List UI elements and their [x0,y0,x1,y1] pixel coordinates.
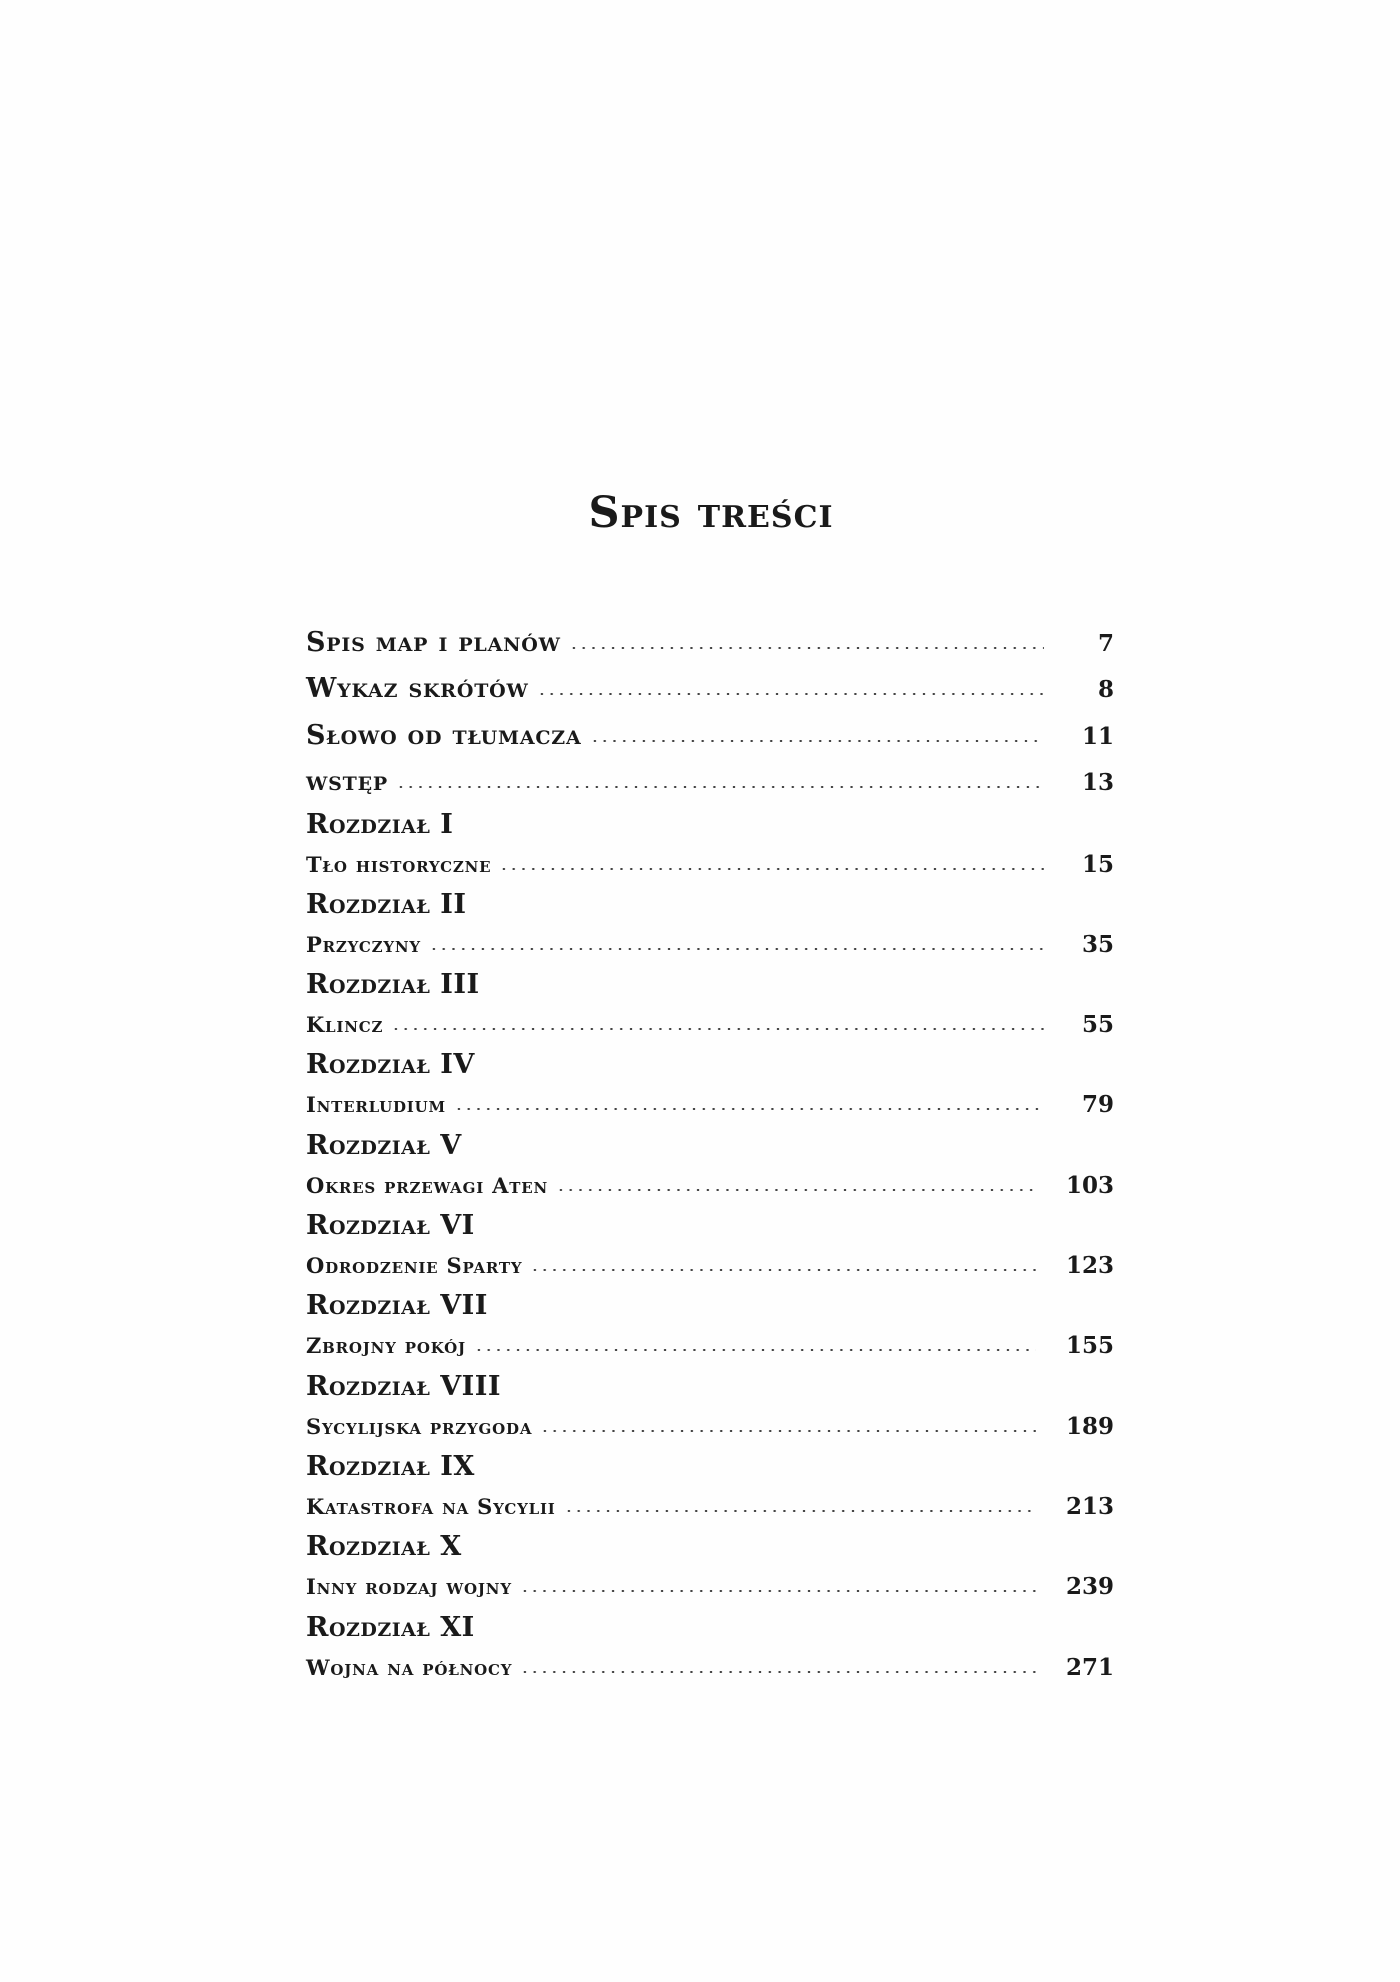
page-number: 7 [1097,630,1114,657]
page-number: 55 [1081,1011,1114,1039]
entry-title: Klincz [306,1012,384,1038]
dot-leader [520,1671,1036,1673]
entry-title: Wojna na północy [306,1654,513,1680]
page-number: 123 [1065,1252,1114,1280]
chapter-label: Rozdział XI [306,1611,475,1643]
chapter-label: Rozdział X [306,1531,462,1563]
entry-title: Interludium [306,1092,446,1118]
dot-leader [391,1028,1044,1030]
toc-entry[interactable] [306,1084,1114,1126]
chapter-label: Rozdział I [306,808,454,840]
page-number: 239 [1065,1573,1114,1601]
dot-leader [396,786,1044,788]
entry-title: Tło historyczne [306,851,492,877]
chapter-label: Rozdział VIII [306,1370,502,1402]
chapter-label: Rozdział IX [306,1450,475,1482]
page-number: 155 [1065,1332,1114,1360]
toc-entry[interactable] [306,1647,1114,1689]
dot-leader [474,1349,1036,1351]
dot-leader [429,948,1044,950]
toc-entry[interactable] [306,1004,1114,1046]
chapter-entry[interactable] [306,966,1114,1046]
entry-title: Katastrofa na Sycylii [306,1493,556,1519]
toc-entry[interactable] [306,759,1114,805]
chapter-label: Rozdział VII [306,1290,488,1322]
entry-title: wstęp [306,766,388,798]
dot-leader [590,740,1044,742]
page-title: Spis treści [588,488,834,538]
chapter-label: Rozdział IV [306,1049,475,1081]
entry-title: Inny rodzaj wojny [306,1574,512,1600]
page-number: 189 [1065,1412,1114,1440]
page-number: 15 [1081,850,1114,878]
chapter-label: Rozdział III [306,969,480,1001]
toc-entry[interactable] [306,1486,1114,1528]
dot-leader [540,1430,1036,1432]
dot-leader [530,1269,1036,1271]
chapter-entry[interactable] [306,1528,1114,1608]
page-number: 103 [1065,1171,1114,1199]
toc-entry[interactable] [306,844,1114,886]
chapter-entry[interactable] [306,1287,1114,1367]
page-number: 13 [1081,769,1114,797]
entry-title: Odrodzenie Sparty [306,1253,523,1279]
toc-entry[interactable] [306,666,1114,712]
chapter-label: Rozdział II [306,888,467,920]
toc-entry[interactable] [306,924,1114,966]
entry-title: Spis map i planów [306,627,561,658]
page-number: 79 [1081,1091,1114,1119]
toc-entry[interactable] [306,713,1114,759]
page-number: 35 [1081,930,1114,958]
chapter-label: Rozdział VI [306,1210,475,1242]
dot-leader [556,1189,1036,1191]
dot-leader [499,868,1044,870]
dot-leader [537,693,1044,695]
page-number: 8 [1097,676,1114,704]
table-of-contents [306,620,1114,1689]
dot-leader [569,647,1044,649]
page-number: 213 [1065,1492,1114,1520]
toc-entry[interactable] [306,1406,1114,1448]
chapter-entry[interactable] [306,806,1114,886]
toc-entry[interactable] [306,1566,1114,1608]
entry-title: Zbrojny pokój [306,1333,466,1359]
chapter-label: Rozdział V [306,1129,462,1161]
chapter-entry[interactable] [306,886,1114,966]
toc-entry[interactable] [306,1165,1114,1207]
entry-title: Słowo od tłumacza [306,719,582,751]
dot-leader [454,1108,1044,1110]
entry-title: Przyczyny [306,931,421,957]
toc-entry[interactable] [306,1325,1114,1367]
entry-title: Sycylijska przygoda [306,1413,533,1439]
entry-title: Okres przewagi Aten [306,1172,548,1198]
dot-leader [520,1590,1036,1592]
toc-entry[interactable] [306,620,1114,666]
toc-entry[interactable] [306,1245,1114,1287]
chapter-entry[interactable] [306,1207,1114,1287]
entry-title: Wykaz skrótów [306,673,529,705]
chapter-entry[interactable] [306,1609,1114,1689]
page-number: 11 [1081,722,1114,750]
chapter-entry[interactable] [306,1368,1114,1448]
dot-leader [564,1510,1036,1512]
chapter-entry[interactable] [306,1046,1114,1126]
page-number: 271 [1065,1653,1114,1681]
chapter-entry[interactable] [306,1448,1114,1528]
chapter-entry[interactable] [306,1127,1114,1207]
